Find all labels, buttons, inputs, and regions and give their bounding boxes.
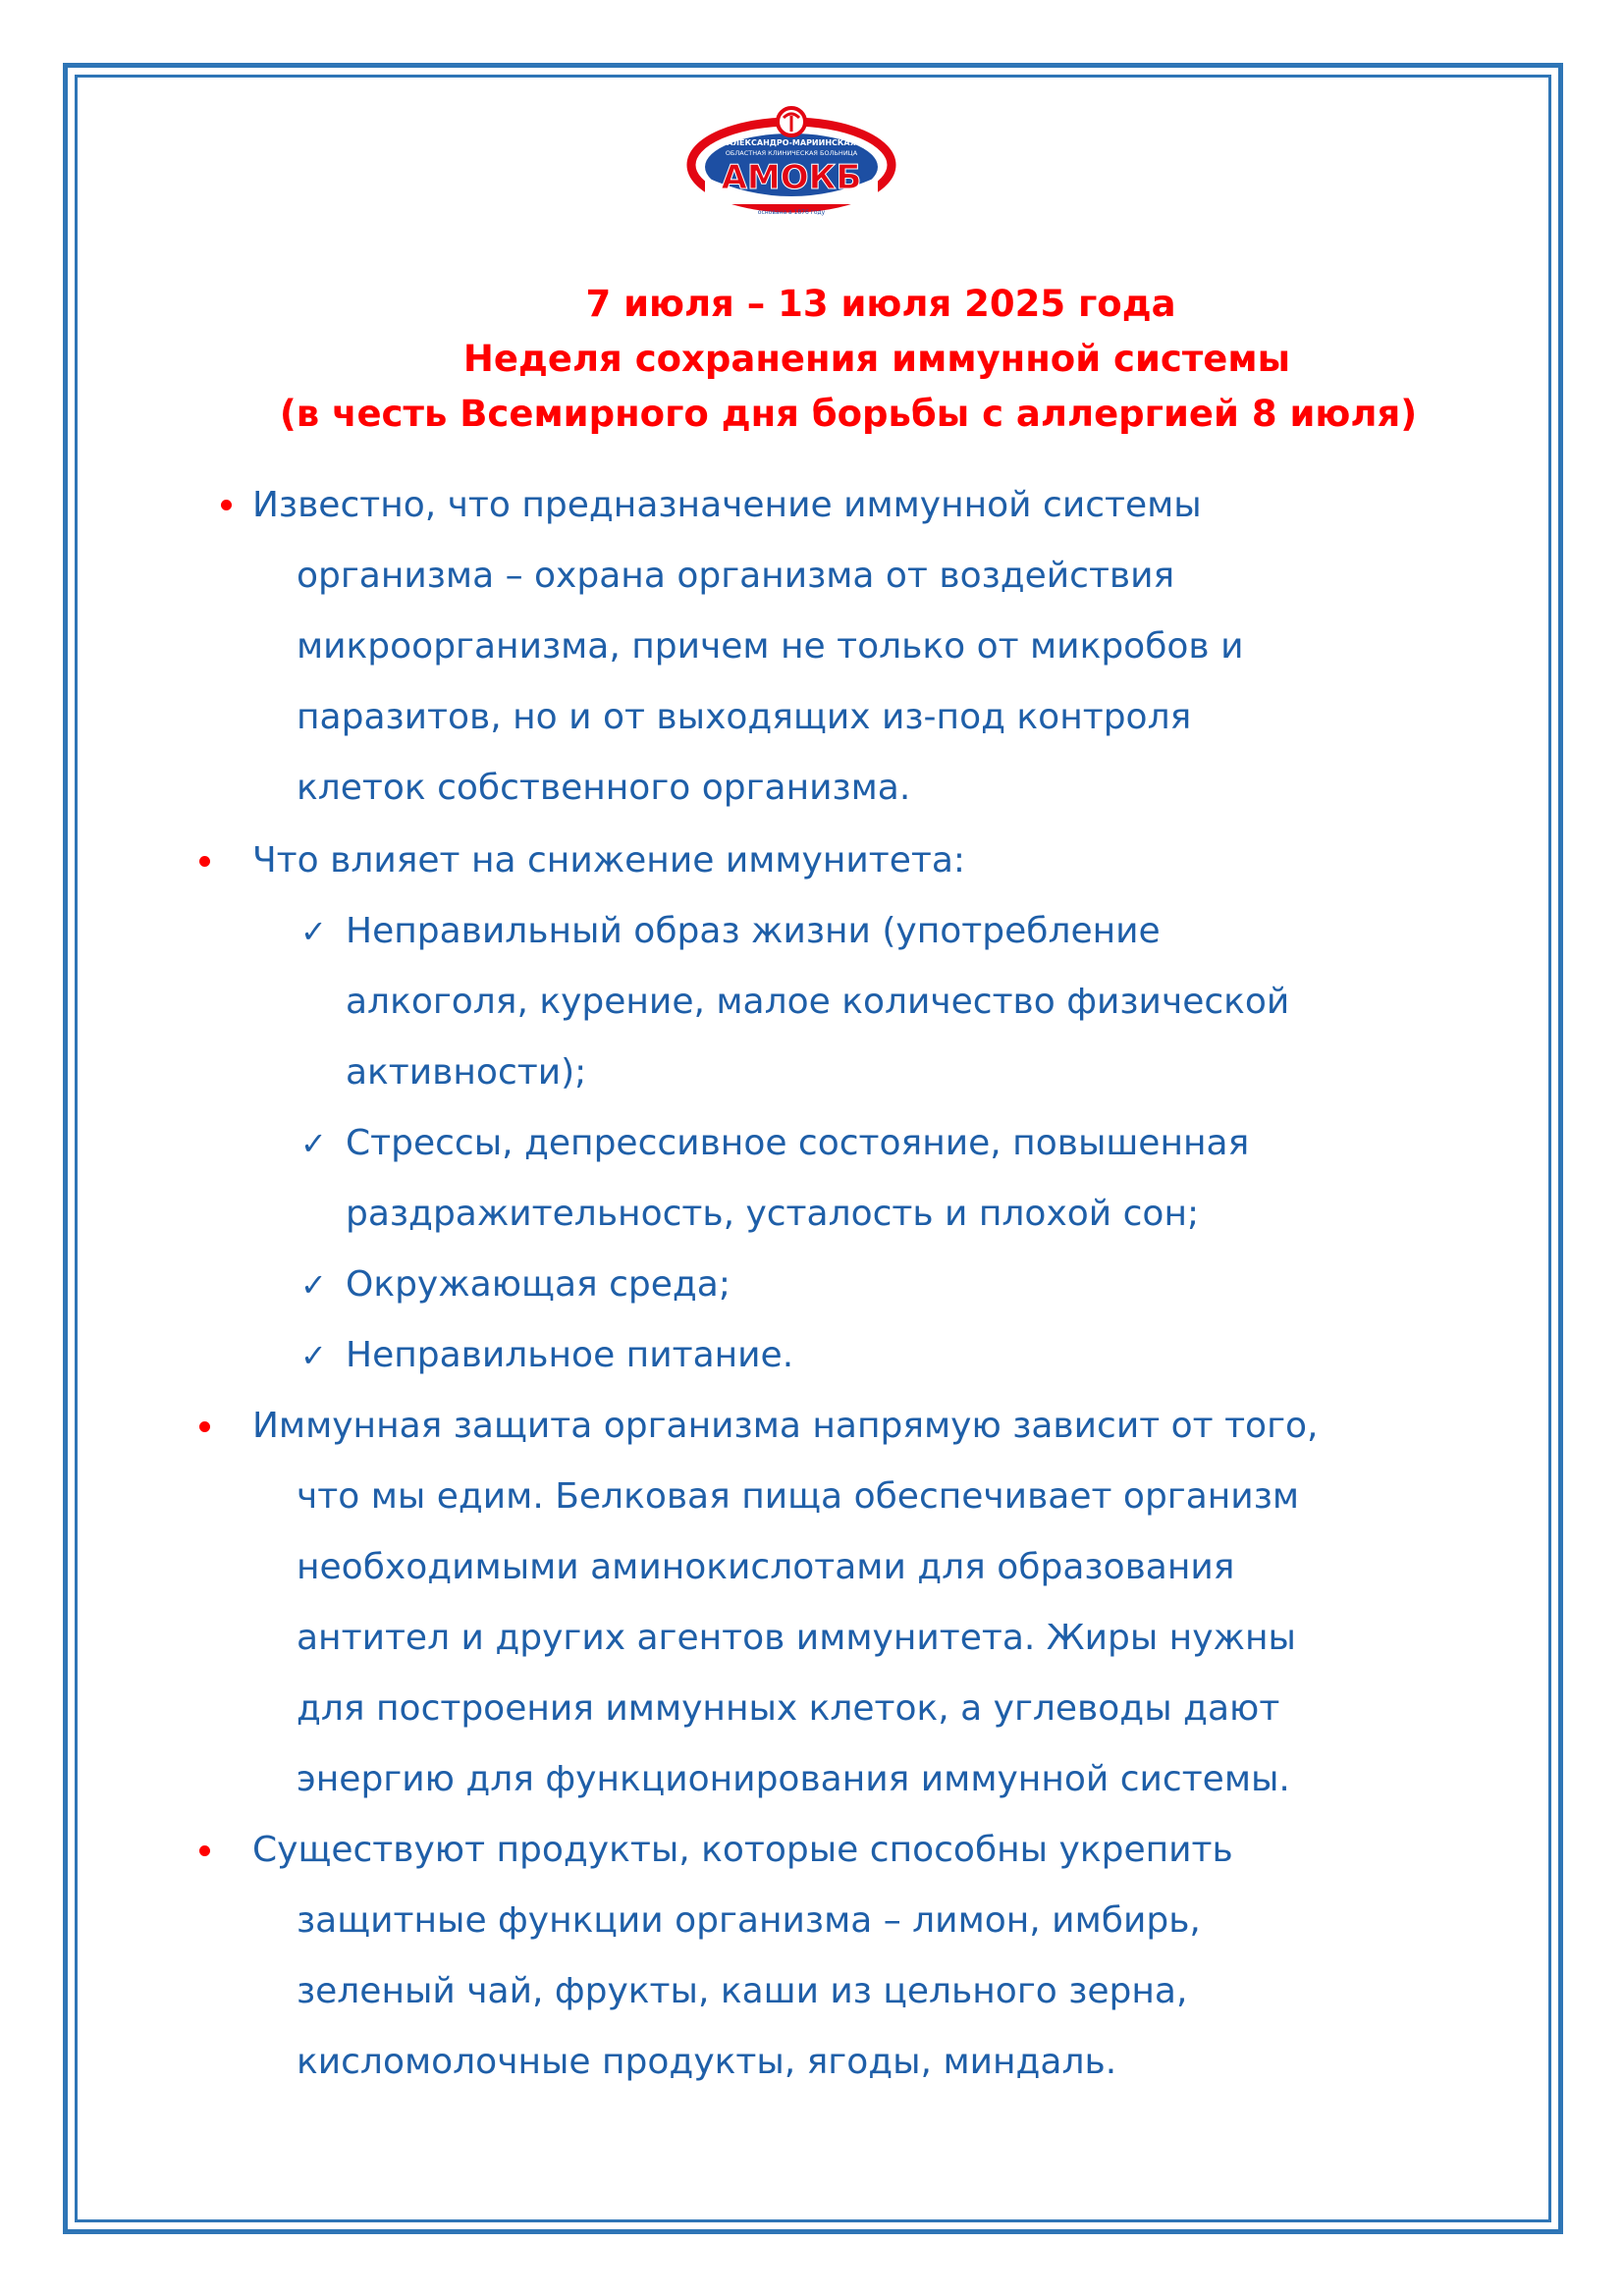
bullet-marker [199,856,210,867]
check-mark-icon: ✓ [300,1266,327,1304]
logo-line2: ОБЛАСТНАЯ КЛИНИЧЕСКАЯ БОЛЬНИЦА [725,149,858,157]
sublist-item-line: Неправильное питание. [346,1335,794,1375]
check-mark-icon: ✓ [300,1125,327,1162]
logo-line1: АЛЕКСАНДРО-МАРИИНСКАЯ [727,138,856,147]
logo-abbr: АМОКБ [721,158,862,197]
list-item-line: кисломолочные продукты, ягоды, миндаль. [297,2042,1117,2082]
sublist-item-line: Стрессы, депрессивное состояние, повышенная [346,1123,1250,1163]
list-item-line: клеток собственного организма. [297,768,911,808]
list-item-line: что мы едим. Белковая пища обеспечивает организм [297,1476,1300,1517]
sublist-item-line: активности); [346,1052,587,1093]
list-item-line: Иммунная защита организма напрямую зависит от того, [252,1406,1319,1446]
logo-founded: основана в 1876 году [757,209,826,216]
sublist-item-line: алкоголя, курение, малое количество физической [346,982,1290,1022]
sublist-item-line: раздражительность, усталость и плохой сон; [346,1194,1200,1234]
heading-dates: 7 июля – 13 июля 2025 года [585,283,1176,325]
bullet-marker [199,1421,210,1432]
list-item-line: Существуют продукты, которые способны укрепить [252,1830,1233,1870]
bullet-marker [199,1845,210,1856]
sublist-item-line: Неправильный образ жизни (употребление [346,911,1161,951]
sublist-item-line: Окружающая среда; [346,1264,731,1305]
list-item-line: антител и других агентов иммунитета. Жиры нужны [297,1618,1296,1658]
list-item-line: Что влияет на снижение иммунитета: [252,840,966,881]
check-mark-icon: ✓ [300,1337,327,1374]
list-item-line: микроорганизма, причем не только от микробов и [297,626,1244,667]
list-item-line: паразитов, но и от выходящих из-под контроля [297,697,1192,737]
heading-subtitle: (в честь Всемирного дня борьбы с аллергией 8 июля) [279,393,1418,435]
check-mark-icon: ✓ [300,913,327,950]
bullet-marker [221,500,232,510]
list-item-line: энергию для функционирования иммунной системы. [297,1759,1290,1799]
list-item-line: необходимыми аминокислотами для образования [297,1547,1235,1587]
heading-block [147,277,1522,442]
list-item-line: защитные функции организма – лимон, имбирь, [297,1900,1201,1941]
list-item-line: для построения иммунных клеток, а углеводы дают [297,1688,1280,1729]
list-item-line: зеленый чай, фрукты, каши из цельного зерна, [297,1971,1188,2011]
hospital-logo [685,106,901,228]
list-item-line: Известно, что предназначение иммунной системы [252,485,1202,525]
heading-title: Неделя сохранения иммунной системы [462,338,1291,380]
list-item-line: организма – охрана организма от воздействия [297,556,1175,596]
